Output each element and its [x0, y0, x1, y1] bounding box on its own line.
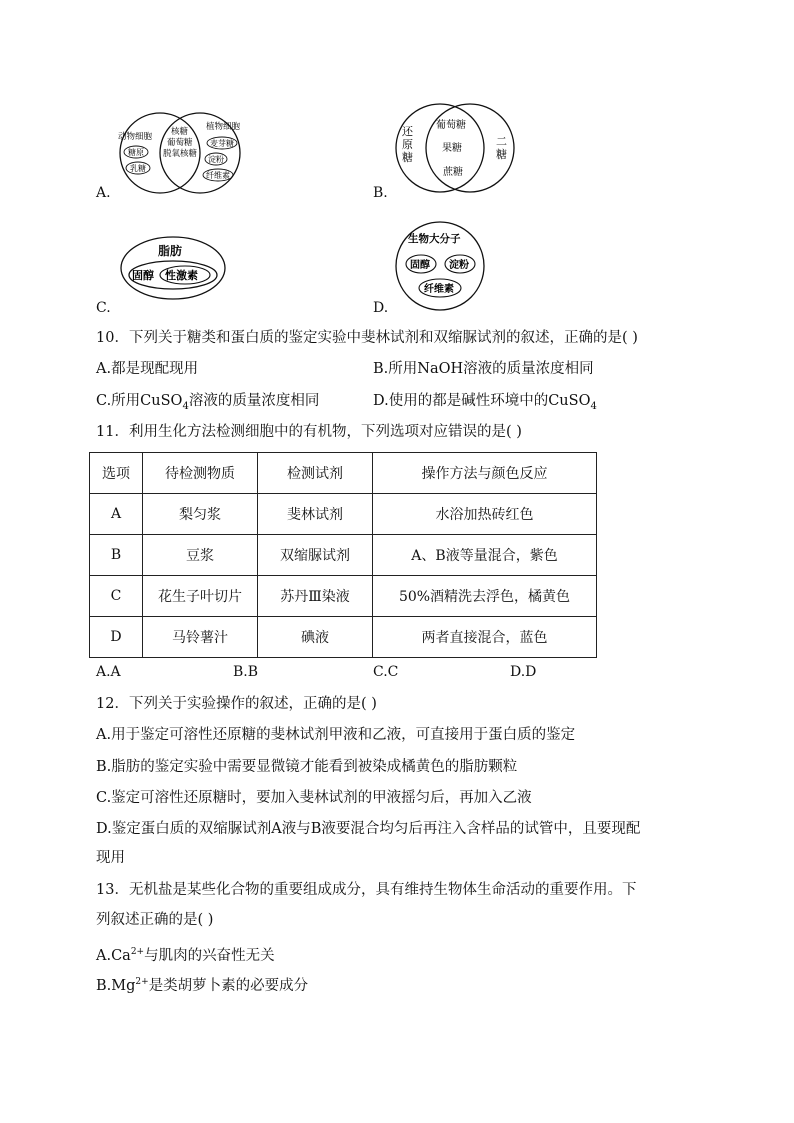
svg-text:糖: 糖 [496, 148, 507, 161]
table-cell: 斐林试剂 [258, 494, 373, 535]
table-row [90, 535, 597, 576]
q10-option-b: B.所用NaOH溶液的质量浓度相同 [373, 361, 594, 377]
table-header-row [90, 453, 597, 494]
label-plant-cell: 植物细胞 [206, 122, 241, 132]
label-sterol: 固醇 [132, 269, 154, 282]
header-reagent: 检测试剂 [258, 453, 373, 494]
q12-option-d: D.鉴定蛋白质的双缩脲试剂A液与B液要混合均匀后再注入含样品的试管中，且要现配 [96, 821, 641, 837]
venn-diagram-a [110, 108, 250, 198]
item-glucose: 葡萄糖 [167, 138, 193, 148]
item-maltose: 麦芽糖 [210, 139, 234, 148]
q11-choice-b: B.B [233, 664, 259, 680]
label-reducing-sugar [402, 125, 414, 164]
header-option: 选项 [90, 453, 143, 494]
item-sucrose: 蔗糖 [443, 167, 463, 178]
table-row [90, 617, 597, 658]
label-animal-cell: 动物细胞 [118, 132, 153, 142]
label-sex-hormone: 性激素 [165, 269, 198, 282]
q13-stem: 13．无机盐是某些化合物的重要组成成分，具有维持生物体生命活动的重要作用。下 [96, 882, 637, 898]
table-cell: 双缩脲试剂 [258, 535, 373, 576]
header-method: 操作方法与颜色反应 [373, 453, 597, 494]
item-ribose: 核糖 [171, 127, 189, 137]
q11-stem: 11．利用生化方法检测细胞中的有机物，下列选项对应错误的是( ) [96, 424, 522, 440]
option-a-label: A. [96, 185, 111, 201]
label-disaccharide [496, 135, 507, 161]
q10-option-c: C.所用CuSO$_4$溶液的质量浓度相同 [96, 393, 320, 412]
table-cell: D [90, 617, 143, 658]
table-cell: 两者直接混合，蓝色 [373, 617, 597, 658]
q12-option-d-cont: 现用 [96, 850, 125, 866]
table-cell: 苏丹Ⅲ染液 [258, 576, 373, 617]
label-biomacromolecule: 生物大分子 [408, 233, 461, 245]
q12-option-b: B.脂肪的鉴定实验中需要显微镜才能看到被染成橘黄色的脂肪颗粒 [96, 759, 518, 775]
svg-text:二: 二 [496, 135, 507, 148]
label-fat: 脂肪 [158, 244, 183, 258]
table-cell: A [90, 494, 143, 535]
svg-text:还: 还 [402, 125, 413, 138]
option-d-label: D. [373, 300, 389, 316]
table-cell: 梨匀浆 [143, 494, 258, 535]
table-cell: B [90, 535, 143, 576]
table-cell: 水浴加热砖红色 [373, 494, 597, 535]
table-cell: 马铃薯汁 [143, 617, 258, 658]
table-cell: A、B液等量混合，紫色 [373, 535, 597, 576]
q12-option-c: C.鉴定可溶性还原糖时，要加入斐林试剂的甲液摇匀后，再加入乙液 [96, 790, 532, 806]
table-cell: C [90, 576, 143, 617]
header-substance: 待检测物质 [143, 453, 258, 494]
q10-stem: 10．下列关于糖类和蛋白质的鉴定实验中斐林试剂和双缩脲试剂的叙述，正确的是( ) [96, 330, 638, 346]
nested-diagram-d [390, 220, 490, 312]
item-starch-d: 淀粉 [449, 260, 469, 271]
q13-stem-cont: 列叙述正确的是( ) [96, 912, 214, 928]
q11-choice-c: C.C [373, 664, 399, 680]
item-cellulose: 纤维素 [206, 171, 230, 180]
q12-stem: 12．下列关于实验操作的叙述，正确的是( ) [96, 696, 377, 712]
item-lactose: 乳糖 [130, 164, 146, 173]
q11-choice-d: D.D [510, 664, 537, 680]
option-b-label: B. [373, 185, 388, 201]
table-row [90, 576, 597, 617]
svg-text:糖: 糖 [402, 151, 413, 164]
q10-option-d: D.使用的都是碱性环境中的CuSO$_4$ [373, 393, 597, 412]
item-glucose-b: 葡萄糖 [436, 120, 466, 131]
item-cellulose-d: 纤维素 [424, 284, 454, 295]
svg-text:原: 原 [402, 138, 413, 151]
q13-option-b: $B.Mg^{2+}$是类胡萝卜素的必要成分 [96, 977, 309, 994]
venn-diagram-b [388, 102, 528, 194]
q12-option-a: A.用于鉴定可溶性还原糖的斐林试剂甲液和乙液，可直接用于蛋白质的鉴定 [96, 727, 576, 743]
option-c-label: C. [96, 300, 111, 316]
nested-diagram-c [118, 235, 228, 301]
q13-option-a: $A.Ca^{2+}$与肌肉的兴奋性无关 [96, 947, 275, 964]
item-sterol-d: 固醇 [410, 260, 430, 271]
q11-choice-a: A.A [96, 664, 121, 680]
item-glycogen: 糖原 [128, 148, 144, 157]
table-cell: 花生子叶切片 [143, 576, 258, 617]
q10-option-a: A.都是现配现用 [96, 361, 199, 377]
item-starch: 淀粉 [208, 155, 224, 164]
table-cell: 碘液 [258, 617, 373, 658]
table-row [90, 494, 597, 535]
item-fructose: 果糖 [442, 143, 462, 154]
item-deoxyribose: 脱氧核糖 [163, 149, 198, 159]
table-cell: 50%酒精洗去浮色，橘黄色 [373, 576, 597, 617]
q11-table [89, 452, 597, 658]
table-cell: 豆浆 [143, 535, 258, 576]
